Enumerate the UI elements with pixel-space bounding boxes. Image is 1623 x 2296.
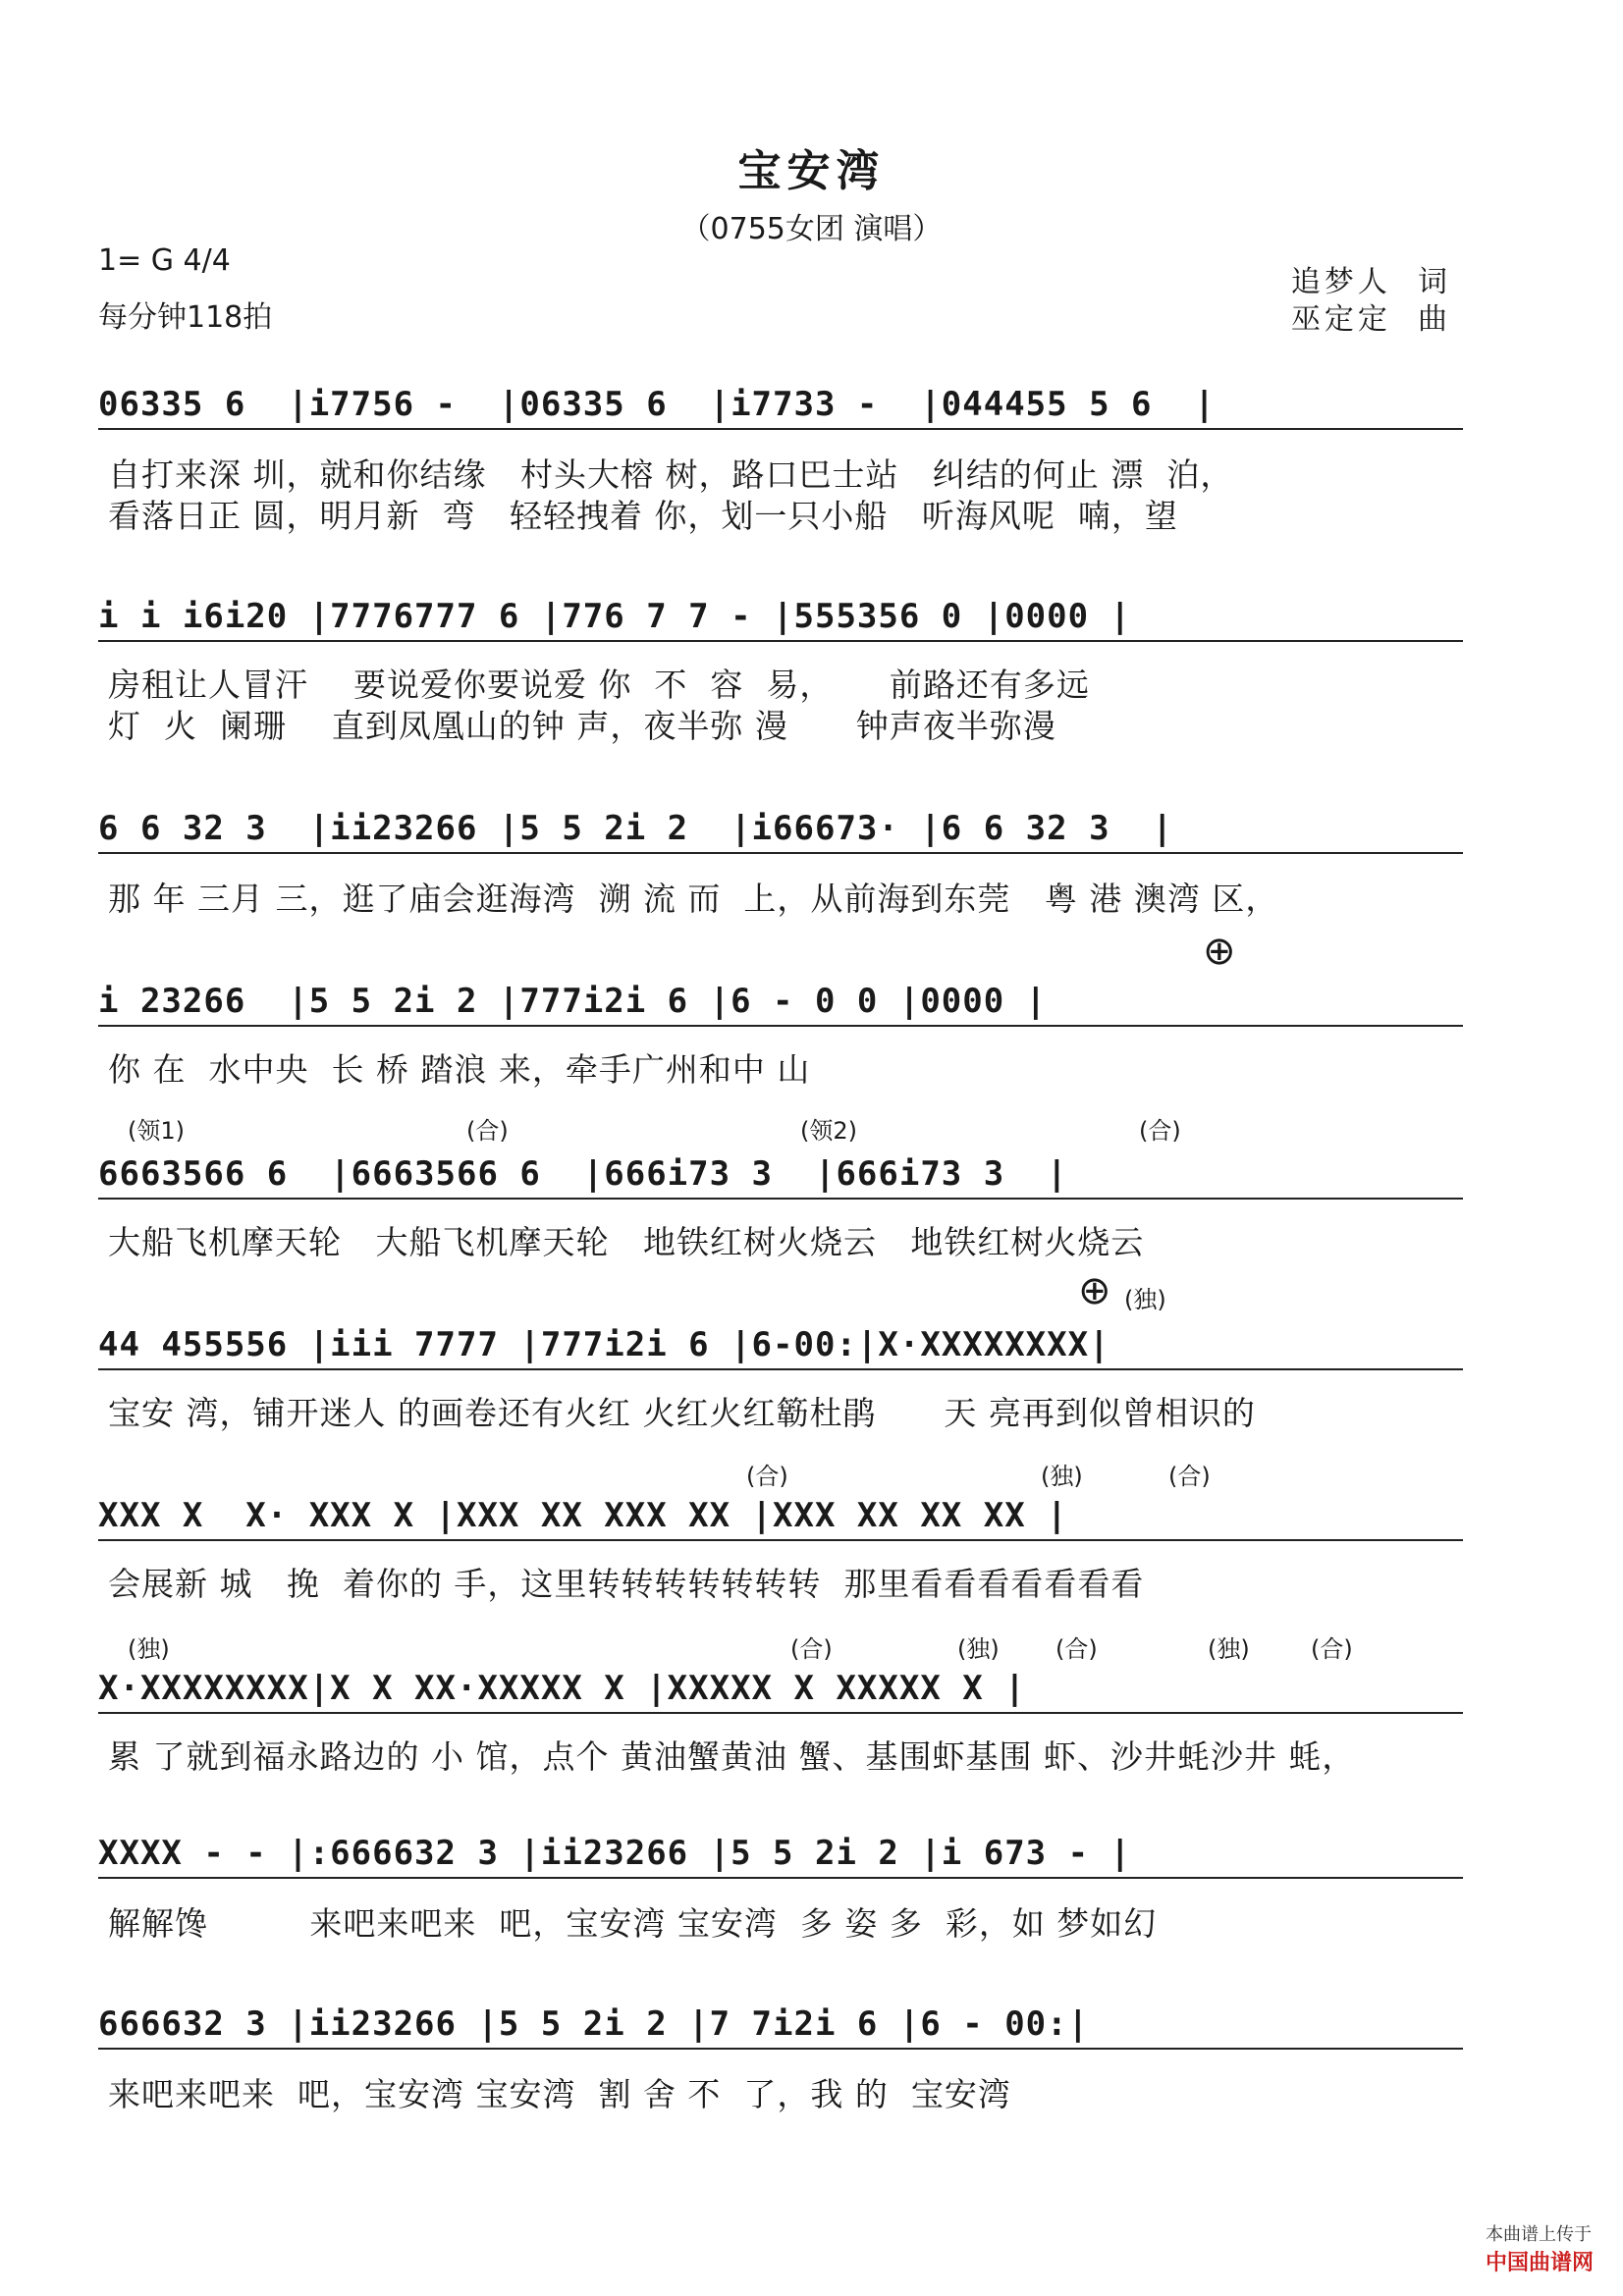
part-mark: (合)	[746, 1463, 788, 1490]
notation-row: 6663566 6 |6663566 6 |666i73 3 |666i73 3 |	[98, 1154, 1463, 1200]
lyric-line: 房租让人冒汗 要说爱你要说爱 你 不 容 易， 前路还有多远	[108, 666, 1090, 704]
coda-sign-icon: ⊕	[1078, 1268, 1111, 1313]
notation-row: XXX X X· XXX X |XXX XX XXX XX |XXX XX XX XX |	[98, 1496, 1463, 1541]
tempo: 每分钟118拍	[98, 300, 273, 335]
part-mark: (合)	[790, 1635, 833, 1663]
notation-row: i i i6i20 |7776777 6 |776 7 7 - |555356 0 |0000 |	[98, 597, 1463, 642]
notation-row: i 23266 |5 5 2i 2 |777i2i 6 |6 - 0 0 |0000 |	[98, 982, 1463, 1027]
lyric-line: 你 在 水中央 长 桥 踏浪 来，牵手广州和中 山	[108, 1050, 811, 1089]
key-signature: 1= G 4/4	[98, 243, 231, 278]
part-mark: (合)	[1055, 1635, 1098, 1663]
part-mark: (合)	[1139, 1117, 1181, 1145]
lyric-line: 来吧来吧来 吧，宝安湾 宝安湾 割 舍 不 了，我 的 宝安湾	[108, 2075, 1011, 2113]
coda-sign-icon: ⊕	[1203, 929, 1236, 974]
part-mark: (合)	[1311, 1635, 1353, 1663]
part-mark: (独)	[957, 1635, 1000, 1663]
lyric-line: 自打来深 圳，就和你结缘 村头大榕 树，路口巴士站 纠结的何止 漂 泊，	[108, 455, 1234, 494]
part-mark: (领2)	[800, 1117, 857, 1145]
lyric-line: 宝安 湾，铺开迷人 的画卷还有火红 火红火红簕杜鹃 天 亮再到似曾相识的	[108, 1394, 1256, 1432]
lyric-line: 大船飞机摩天轮 大船飞机摩天轮 地铁红树火烧云 地铁红树火烧云	[108, 1223, 1145, 1261]
part-mark: (领1)	[128, 1117, 185, 1145]
lyric-line: 灯 火 阑珊 直到凤凰山的钟 声，夜半弥 漫 钟声夜半弥漫	[108, 707, 1056, 745]
footer-prefix: 本曲谱上传于	[1485, 2224, 1592, 2245]
part-mark: (独)	[1041, 1463, 1083, 1490]
part-mark: (合)	[1168, 1463, 1211, 1490]
notation-row: 6 6 32 3 |ii23266 |5 5 2i 2 |i66673· |6 6 32 3 |	[98, 809, 1463, 854]
lyric-line: 会展新 城 挽 着你的 手，这里转转转转转转转 那里看看看看看看看	[108, 1565, 1145, 1603]
notation-row: 44 455556 |iii 7777 |777i2i 6 |6-00:|X·XXXXXXXX|	[98, 1325, 1463, 1370]
lyric-line: 累 了就到福永路边的 小 馆，点个 黄油蟹黄油 蟹、基围虾基围 虾、沙井蚝沙井 蚝，	[108, 1737, 1356, 1776]
part-mark: (合)	[466, 1117, 509, 1145]
lyric-line: 看落日正 圆，明月新 弯 轻轻拽着 你，划一只小船 听海风呢 喃，望	[108, 497, 1178, 535]
footer	[1475, 2200, 1594, 2276]
notation-row: 06335 6 |i7756 - |06335 6 |i7733 - |044455 5 6 |	[98, 385, 1463, 430]
song-title: 宝安湾	[737, 146, 886, 196]
composer: 巫定定 曲	[1290, 302, 1451, 337]
notation-row: X·XXXXXXXX|X X XX·XXXXX X |XXXXX X XXXXX X |	[98, 1669, 1463, 1714]
part-mark: (独)	[1124, 1286, 1166, 1313]
lyricist: 追梦人 词	[1290, 265, 1451, 299]
lyric-line: 解解馋 来吧来吧来 吧，宝安湾 宝安湾 多 姿 多 彩，如 梦如幻	[108, 1904, 1158, 1943]
song-subtitle: （0755女团 演唱）	[680, 212, 943, 246]
part-mark: (独)	[128, 1635, 170, 1663]
part-mark: (独)	[1208, 1635, 1250, 1663]
footer-brand[interactable]: 中国曲谱网	[1485, 2251, 1594, 2275]
notation-row: 666632 3 |ii23266 |5 5 2i 2 |7 7i2i 6 |6 - 00:|	[98, 2004, 1463, 2050]
lyric-line: 那 年 三月 三，逛了庙会逛海湾 溯 流 而 上，从前海到东莞 粤 港 澳湾 区，	[108, 880, 1279, 918]
notation-row: XXXX - - |:666632 3 |ii23266 |5 5 2i 2 |i 673 - |	[98, 1834, 1463, 1879]
